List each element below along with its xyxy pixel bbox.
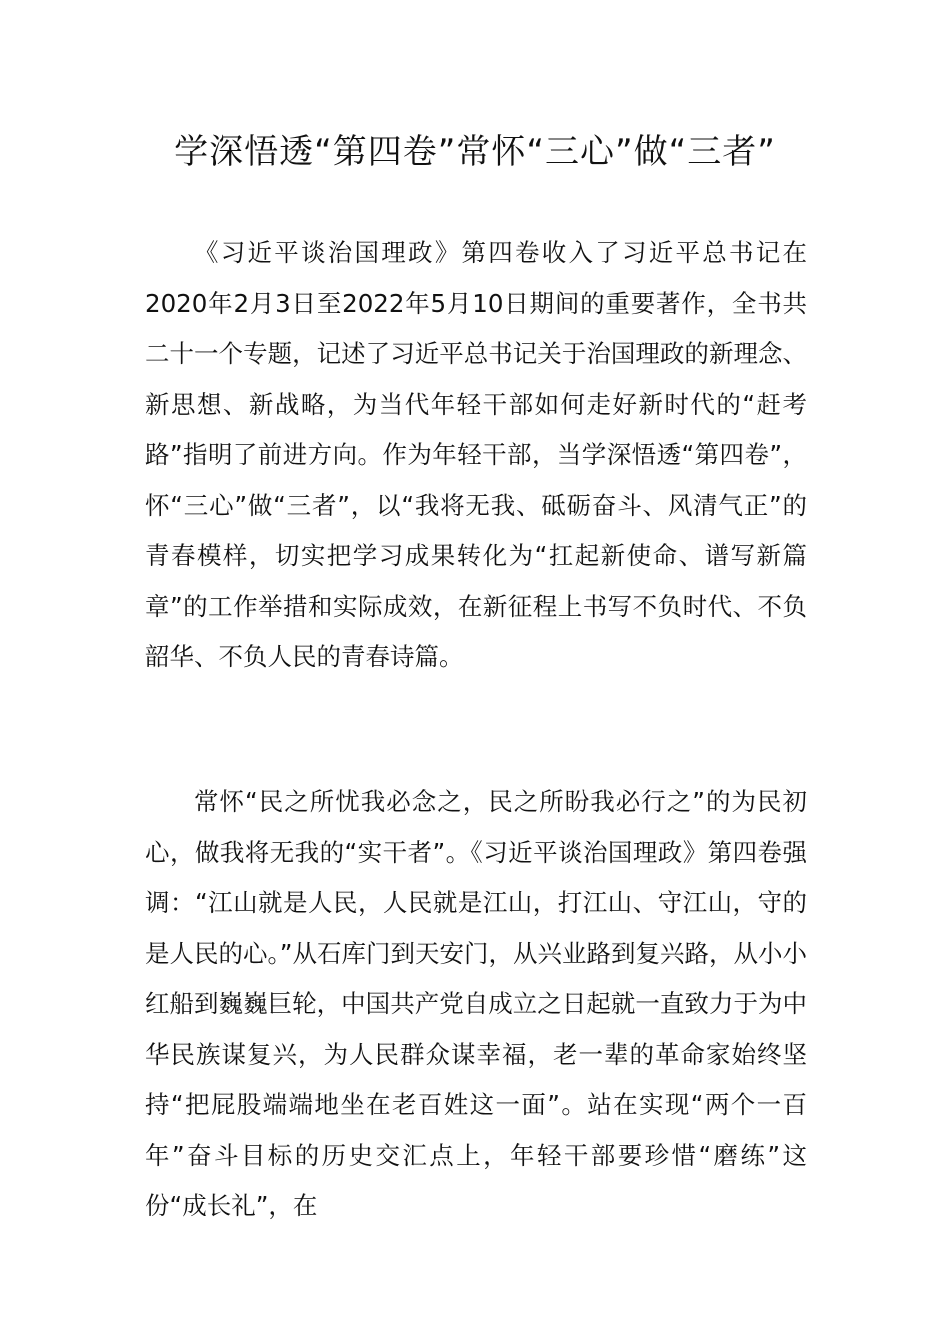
- document-title: 学深悟透“第四卷”常怀“三心”做“三者”: [174, 132, 776, 172]
- body-paragraph: 常怀“民之所忧我必念之，民之所盼我必行之”的为民初心，做我将无我的“实干者”。《习近平谈治国理政》第四卷强调：“江山就是人民，人民就是江山，打江山、守江山，守的是人民的心。”从石库门到天安门，从兴业路到复兴路，从小小红船到巍巍巨轮，中国共产党自成立之日起就一直致力于为中华民族谋复兴，为人民群众谋幸福，老一辈的革命家始终坚持“把屁股端端地坐在老百姓这一面”。站在实现“两个一百年”奋斗目标的历史交汇点上，年轻干部要珍惜“磨练”这份“成长礼”，在: [145, 787, 807, 1220]
- body-paragraph: 《习近平谈治国理政》第四卷收入了习近平总书记在2020年2月3日至2022年5月10日期间的重要著作，全书共二十一个专题，记述了习近平总书记关于治国理政的新理念、新思想、新战略，为当代年轻干部如何走好新时代的“赶考路”指明了前进方向。作为年轻干部，当学深悟透“第四卷”，怀“三心”做“三者”，以“我将无我、砥砺奋斗、风清气正”的青春模样，切实把学习成果转化为“扛起新使命、谱写新篇章”的工作举措和实际成效，在新征程上书写不负时代、不负韶华、不负人民的青春诗篇。: [145, 238, 807, 671]
